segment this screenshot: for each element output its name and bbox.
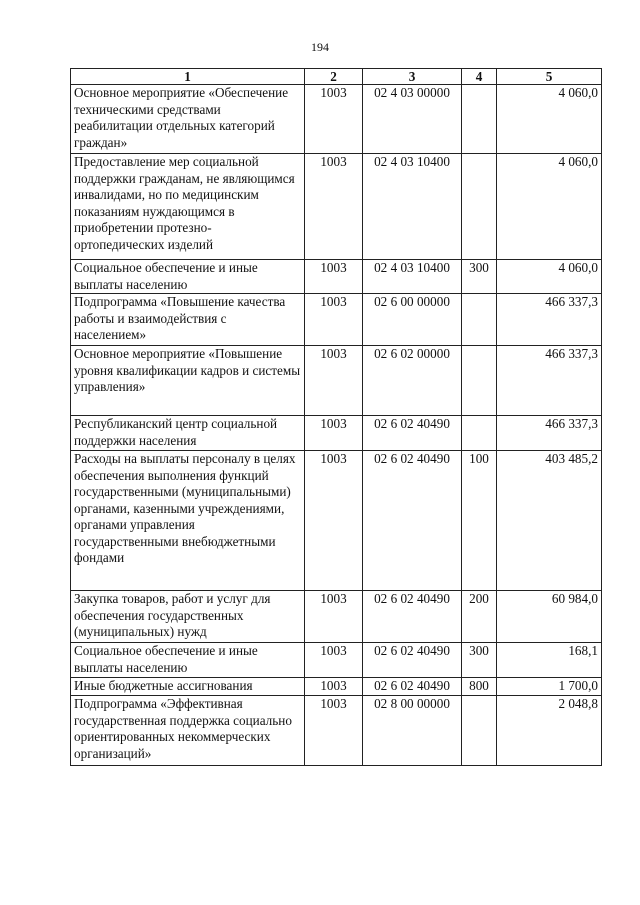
row-name: Закупка товаров, работ и услуг для обеспечения государственных (муниципальных) нужд [71,591,305,643]
row-name: Социальное обеспечение и иные выплаты населению [71,260,305,294]
header-col-1: 1 [71,69,305,85]
row-expense-type [462,346,497,416]
row-code: 02 6 02 40490 [363,451,462,591]
table-row [71,154,602,260]
row-amount: 2 048,8 [497,696,602,766]
row-code: 02 6 02 00000 [363,346,462,416]
table-row [71,416,602,451]
row-expense-type [462,294,497,346]
header-col-5: 5 [497,69,602,85]
row-code: 02 4 03 00000 [363,85,462,154]
table-row [71,696,602,766]
row-name: Основное мероприятие «Повышение уровня квалификации кадров и системы управления» [71,346,305,416]
row-expense-type: 100 [462,451,497,591]
row-amount: 466 337,3 [497,294,602,346]
row-name: Основное мероприятие «Обеспечение техническими средствами реабилитации отдельных категорий граждан» [71,85,305,154]
row-name: Расходы на выплаты персоналу в целях обеспечения выполнения функций государственными (муниципальными) органами, казенными учреждениями, органами управления государственными внебюджетными фондами [71,451,305,591]
row-code: 02 6 02 40490 [363,678,462,696]
row-section: 1003 [305,451,363,591]
table-row [71,678,602,696]
row-name: Республиканский центр социальной поддержки населения [71,416,305,451]
table-row [71,346,602,416]
row-amount: 4 060,0 [497,154,602,260]
table-row [71,85,602,154]
row-amount: 168,1 [497,643,602,678]
row-expense-type [462,154,497,260]
row-section: 1003 [305,416,363,451]
row-expense-type [462,416,497,451]
row-expense-type: 300 [462,643,497,678]
table-row [71,260,602,294]
row-amount: 1 700,0 [497,678,602,696]
page-number: 194 [311,40,329,54]
row-section: 1003 [305,678,363,696]
row-section: 1003 [305,294,363,346]
row-name: Предоставление мер социальной поддержки гражданам, не являющимся инвалидами, но по медицинским показаниям нуждающимся в приобретении протезно-ортопедических изделий [71,154,305,260]
row-amount: 60 984,0 [497,591,602,643]
row-name: Подпрограмма «Эффективная государственная поддержка социально ориентированных некоммерческих организаций» [71,696,305,766]
table-row [71,451,602,591]
row-code: 02 6 02 40490 [363,643,462,678]
row-section: 1003 [305,346,363,416]
row-expense-type [462,85,497,154]
row-expense-type [462,696,497,766]
row-code: 02 6 02 40490 [363,591,462,643]
row-code: 02 8 00 00000 [363,696,462,766]
row-amount: 4 060,0 [497,260,602,294]
row-section: 1003 [305,643,363,678]
row-code: 02 6 00 00000 [363,294,462,346]
header-col-3: 3 [363,69,462,85]
row-expense-type: 300 [462,260,497,294]
row-section: 1003 [305,154,363,260]
header-col-2: 2 [305,69,363,85]
budget-table [70,68,602,766]
row-section: 1003 [305,696,363,766]
row-name: Иные бюджетные ассигнования [71,678,305,696]
row-section: 1003 [305,591,363,643]
table-row [71,643,602,678]
header-row [71,69,602,85]
row-section: 1003 [305,85,363,154]
row-section: 1003 [305,260,363,294]
header-col-4: 4 [462,69,497,85]
row-code: 02 6 02 40490 [363,416,462,451]
row-amount: 466 337,3 [497,346,602,416]
row-name: Социальное обеспечение и иные выплаты населению [71,643,305,678]
row-amount: 403 485,2 [497,451,602,591]
row-amount: 466 337,3 [497,416,602,451]
table-row [71,294,602,346]
row-code: 02 4 03 10400 [363,260,462,294]
table-row [71,591,602,643]
row-expense-type: 800 [462,678,497,696]
row-name: Подпрограмма «Повышение качества работы и взаимодействия с населением» [71,294,305,346]
row-code: 02 4 03 10400 [363,154,462,260]
row-expense-type: 200 [462,591,497,643]
row-amount: 4 060,0 [497,85,602,154]
